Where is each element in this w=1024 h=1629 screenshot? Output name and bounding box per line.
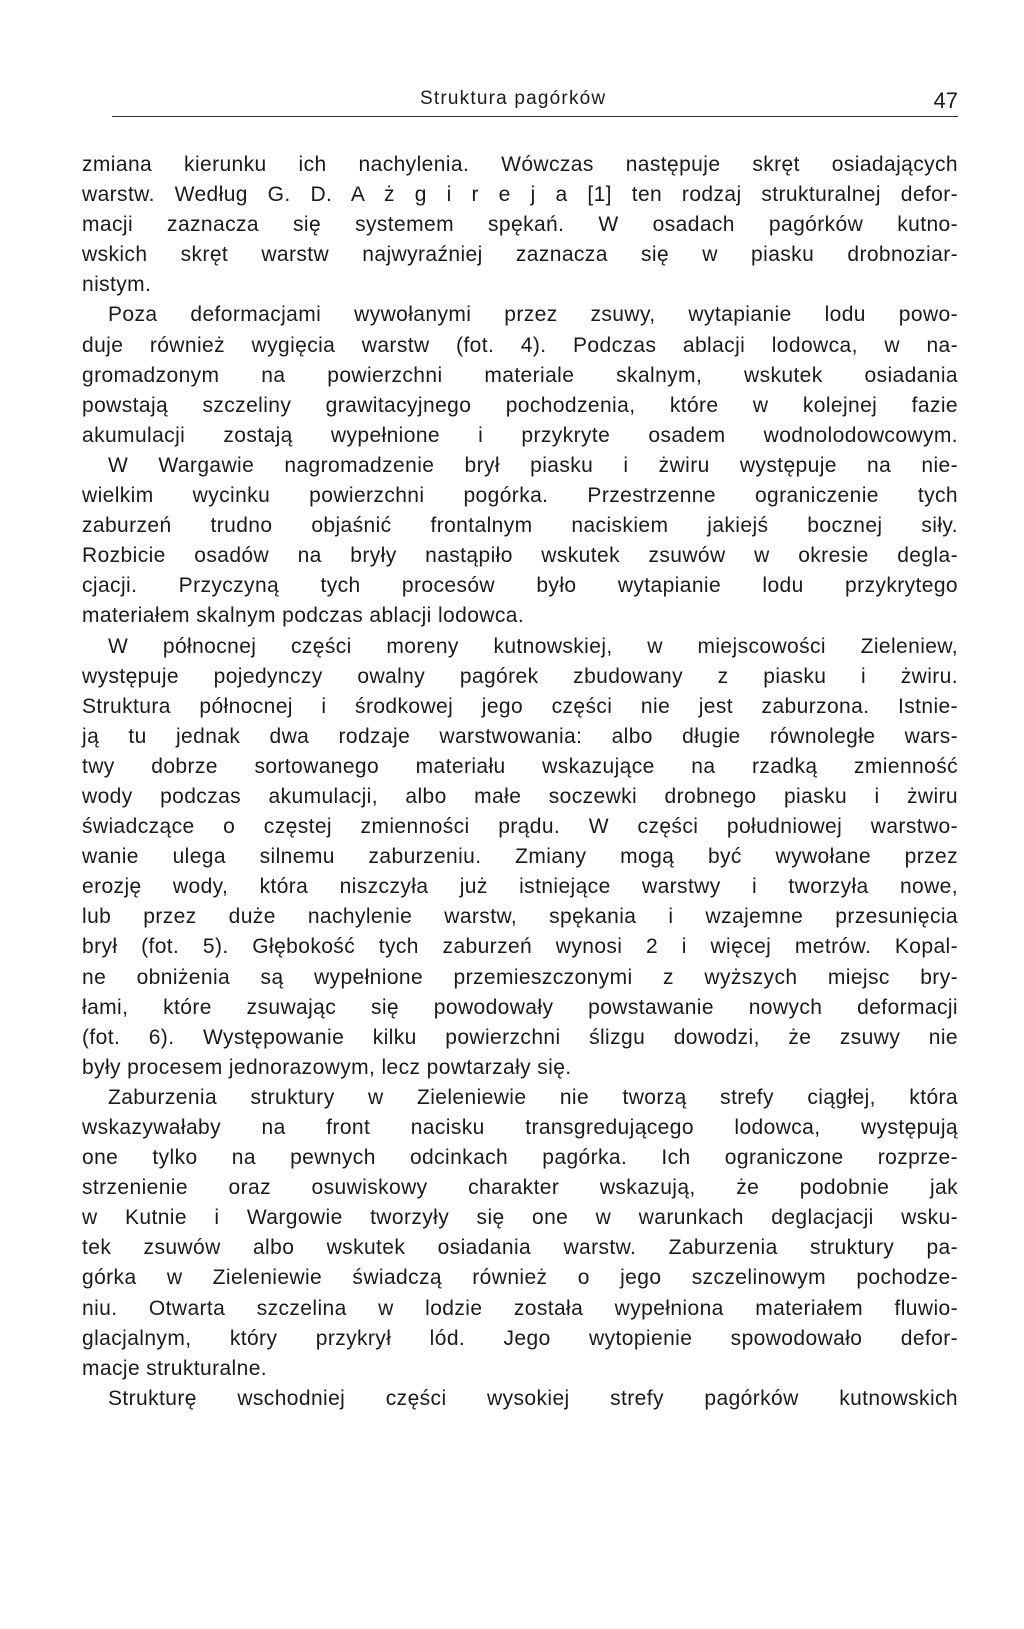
text-line: warstw. Według G. D. A ż g i r e j a [1] ten rodzaj strukturalnej defor- <box>82 183 958 207</box>
text-line: twy dobrze sortowanego materiału wskazujące na rzadką zmienność <box>82 754 958 778</box>
text-line: ją tu jednak dwa rodzaje warstwowania: albo długie równoległe wars- <box>82 724 958 748</box>
text-line: duje również wygięcia warstw (fot. 4). Podczas ablacji lodowca, w na- <box>82 333 958 357</box>
running-title: Struktura pagórków <box>420 88 607 109</box>
text-line: powstają szczeliny grawitacyjnego pochodzenia, które w kolejnej fazie <box>82 393 958 417</box>
text-line: wody podczas akumulacji, albo małe soczewki drobnego piasku i żwiru <box>82 784 958 808</box>
text-line: brył (fot. 5). Głębokość tych zaburzeń wynosi 2 i więcej metrów. Kopal- <box>82 935 958 959</box>
text-line: świadczące o częstej zmienności prądu. W części południowej warstwo- <box>82 815 958 839</box>
text-line: zaburzeń trudno objaśnić frontalnym naciskiem jakiejś bocznej siły. <box>82 514 958 538</box>
text-line: tek zsuwów albo wskutek osiadania warstw. Zaburzenia struktury pa- <box>82 1236 958 1260</box>
text-line: Zaburzenia struktury w Zieleniewie nie tworzą strefy ciągłej, która <box>108 1085 958 1109</box>
text-line: W Wargawie nagromadzenie brył piasku i żwiru występuje na nie- <box>108 453 958 477</box>
text-line: wielkim wycinku powierzchni pogórka. Przestrzenne ograniczenie tych <box>82 484 958 508</box>
running-head <box>82 88 958 118</box>
text-line: gromadzonym na powierzchni materiale skalnym, wskutek osiadania <box>82 363 958 387</box>
text-line: występuje pojedynczy owalny pagórek zbudowany z piasku i żwiru. <box>82 664 958 688</box>
text-line: one tylko na pewnych odcinkach pagórka. Ich ograniczone rozprze- <box>82 1146 958 1170</box>
text-line: nistym. <box>82 273 152 297</box>
text-line: akumulacji zostają wypełnione i przykryte osadem wodnolodowcowym. <box>82 423 958 447</box>
text-line: wskazywałaby na front nacisku transgredującego lodowca, występują <box>82 1116 958 1139</box>
text-line: erozję wody, która niszczyła już istniejące warstwy i tworzyła nowe, <box>82 875 958 899</box>
text-line: macji zaznacza się systemem spękań. W osadach pagórków kutno- <box>82 213 958 237</box>
text-line: Strukturę wschodniej części wysokiej strefy pagórków kutnowskich <box>108 1386 958 1410</box>
text-line: w Kutnie i Wargowie tworzyły się one w warunkach deglacjacji wsku- <box>82 1206 958 1230</box>
text-line: lub przez duże nachylenie warstw, spękania i wzajemne przesunięcia <box>82 905 958 929</box>
text-line: materiałem skalnym podczas ablacji lodowca. <box>82 604 525 628</box>
text-line: zmiana kierunku ich nachylenia. Wówczas następuje skręt osiadających <box>82 153 958 176</box>
text-line: Struktura północnej i środkowej jego części nie jest zaburzona. Istnie- <box>82 694 958 718</box>
text-line: strzenienie oraz osuwiskowy charakter wskazują, że podobnie jak <box>82 1176 958 1200</box>
text-line: Rozbicie osadów na bryły nastąpiło wskutek zsuwów w okresie degla- <box>82 544 958 568</box>
text-line: wanie ulega silnemu zaburzeniu. Zmiany mogą być wywołane przez <box>82 845 958 869</box>
header-rule <box>112 116 958 117</box>
text-line: (fot. 6). Występowanie kilku powierzchni ślizgu dowodzi, że zsuwy nie <box>82 1025 958 1049</box>
text-line: glacjalnym, który przykrył lód. Jego wytopienie spowodowało defor- <box>82 1326 958 1350</box>
text-line: ne obniżenia są wypełnione przemieszczonymi z wyższych miejsc bry- <box>82 965 958 989</box>
text-line: Poza deformacjami wywołanymi przez zsuwy, wytapianie lodu powo- <box>108 303 958 327</box>
page-number: 47 <box>933 88 958 113</box>
text-line: łami, które zsuwając się powodowały powstawanie nowych deformacji <box>82 995 958 1019</box>
text-line: górka w Zieleniewie świadczą również o jego szczelinowym pochodze- <box>82 1266 958 1290</box>
body-text <box>82 150 958 1414</box>
text-line: były procesem jednorazowym, lecz powtarzały się. <box>82 1055 572 1079</box>
text-line: wskich skręt warstw najwyraźniej zaznacza się w piasku drobnoziar- <box>82 243 958 267</box>
text-line: niu. Otwarta szczelina w lodzie została wypełniona materiałem fluwio- <box>82 1296 958 1320</box>
text-line: macje strukturalne. <box>82 1356 268 1380</box>
text-line: cjacji. Przyczyną tych procesów było wytapianie lodu przykrytego <box>82 574 958 598</box>
text-line: W północnej części moreny kutnowskiej, w miejscowości Zieleniew, <box>108 634 958 658</box>
